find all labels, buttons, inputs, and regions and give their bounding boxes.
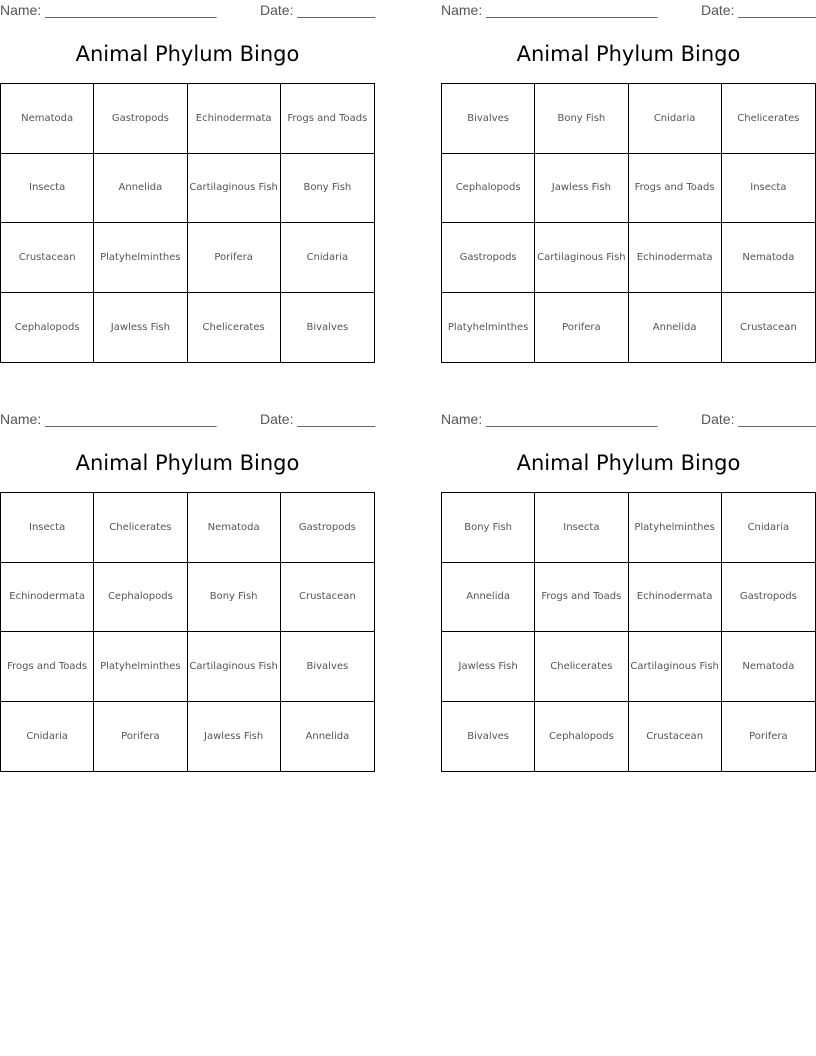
card-header [441, 411, 816, 429]
bingo-cell: Annelida [94, 154, 187, 224]
bingo-cell: Platyhelminthes [442, 293, 535, 363]
bingo-cell: Porifera [535, 293, 628, 363]
bingo-cell: Nematoda [1, 84, 94, 154]
card-title: Animal Phylum Bingo [516, 42, 741, 66]
bingo-cell: Platyhelminthes [629, 493, 722, 563]
bingo-cell: Frogs and Toads [629, 154, 722, 224]
bingo-cell: Jawless Fish [535, 154, 628, 224]
bingo-grid [441, 492, 816, 772]
bingo-cell: Bivalves [442, 702, 535, 772]
card-header [441, 2, 816, 20]
bingo-cell: Porifera [188, 223, 281, 293]
bingo-grid [441, 83, 816, 363]
bingo-cell: Cnidaria [1, 702, 94, 772]
bingo-cell: Frogs and Toads [535, 563, 628, 633]
bingo-cell: Cephalopods [442, 154, 535, 224]
bingo-cell: Bivalves [442, 84, 535, 154]
bingo-cell: Frogs and Toads [281, 84, 374, 154]
name-field-label: Name: ______________________ [441, 411, 658, 427]
bingo-cell: Nematoda [722, 632, 815, 702]
bingo-cell: Insecta [535, 493, 628, 563]
bingo-cell: Insecta [1, 493, 94, 563]
bingo-cell: Echinodermata [629, 563, 722, 633]
bingo-cell: Bony Fish [281, 154, 374, 224]
bingo-cell: Bivalves [281, 632, 374, 702]
card-header [0, 411, 375, 429]
bingo-cell: Gastropods [281, 493, 374, 563]
bingo-cell: Bony Fish [442, 493, 535, 563]
bingo-grid [0, 83, 375, 363]
bingo-cell: Annelida [442, 563, 535, 633]
bingo-cell: Bivalves [306, 321, 349, 333]
card-title: Animal Phylum Bingo [75, 451, 300, 475]
bingo-cell: Crustacean [1, 223, 94, 293]
bingo-grid [0, 492, 375, 772]
date-field-label: Date: __________ [701, 411, 816, 427]
bingo-cell: Echinodermata [629, 223, 722, 293]
bingo-cell: Porifera [94, 702, 187, 772]
bingo-cell: Cephalopods [535, 702, 628, 772]
bingo-cell: Chelicerates [535, 632, 628, 702]
bingo-cell: Insecta [722, 154, 815, 224]
date-field-label: Date: __________ [260, 2, 376, 18]
bingo-cell: Echinodermata [1, 563, 94, 633]
bingo-cell: Porifera [749, 730, 788, 742]
bingo-cell: Annelida [629, 293, 722, 363]
bingo-cell: Jawless Fish [188, 702, 281, 772]
bingo-cell: Cnidaria [629, 84, 722, 154]
bingo-cell: Insecta [1, 154, 94, 224]
bingo-cell: Annelida [305, 730, 350, 742]
card-header [0, 2, 375, 20]
card-title: Animal Phylum Bingo [516, 451, 741, 475]
bingo-cell: Cephalopods [94, 563, 187, 633]
date-field-label: Date: __________ [701, 2, 816, 18]
bingo-cell: Chelicerates [722, 84, 815, 154]
name-field-label: Name: ______________________ [441, 2, 658, 18]
bingo-cell: Crustacean [629, 702, 722, 772]
bingo-cell: Cephalopods [1, 293, 94, 363]
name-field-label: Name: ______________________ [0, 411, 217, 427]
bingo-cell: Platyhelminthes [94, 632, 187, 702]
bingo-cell: Bony Fish [188, 563, 281, 633]
bingo-cell: Cartilaginous Fish [629, 632, 722, 702]
bingo-cell: Cnidaria [281, 223, 374, 293]
bingo-cell: Cartilaginous Fish [188, 154, 281, 224]
bingo-cell: Jawless Fish [442, 632, 535, 702]
bingo-cell: Platyhelminthes [94, 223, 187, 293]
bingo-cell: Nematoda [188, 493, 281, 563]
date-field-label: Date: __________ [260, 411, 376, 427]
bingo-cell: Echinodermata [188, 84, 281, 154]
bingo-cell: Gastropods [442, 223, 535, 293]
bingo-cell: Gastropods [722, 563, 815, 633]
card-title: Animal Phylum Bingo [75, 42, 300, 66]
bingo-cell: Cartilaginous Fish [188, 632, 281, 702]
bingo-cell: Chelicerates [188, 293, 281, 363]
name-field-label: Name: ______________________ [0, 2, 217, 18]
bingo-cell: Chelicerates [94, 493, 187, 563]
bingo-cell: Jawless Fish [94, 293, 187, 363]
bingo-cell: Bony Fish [535, 84, 628, 154]
bingo-cell: Cartilaginous Fish [535, 223, 628, 293]
bingo-cell: Crustacean [739, 321, 797, 333]
bingo-cell: Nematoda [722, 223, 815, 293]
bingo-cell: Gastropods [94, 84, 187, 154]
bingo-cell: Cnidaria [722, 493, 815, 563]
bingo-cell: Frogs and Toads [1, 632, 94, 702]
bingo-cell: Crustacean [281, 563, 374, 633]
